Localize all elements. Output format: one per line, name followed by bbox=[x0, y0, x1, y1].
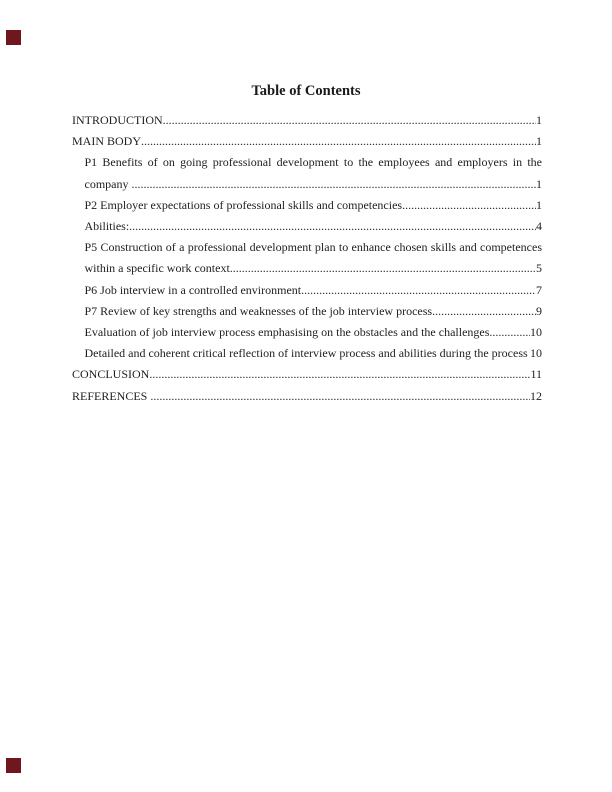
toc-entry-text: CONCLUSION bbox=[72, 367, 150, 382]
toc-entry bbox=[72, 258, 542, 279]
toc-entry-page-number: 1 bbox=[536, 176, 542, 191]
toc-entry-text: company bbox=[84, 176, 132, 191]
toc-entry bbox=[72, 237, 542, 258]
toc-entry-text: MAIN BODY bbox=[72, 134, 141, 149]
dot-leader bbox=[432, 301, 536, 322]
toc-entry-text: P2 Employer expectations of professional skills and competencies bbox=[84, 197, 403, 212]
toc-entry bbox=[72, 280, 542, 301]
toc-entry bbox=[72, 216, 542, 237]
toc-entry-text: P5 Construction of a professional development plan to enhance chosen skills and competences bbox=[84, 240, 542, 255]
toc-entry bbox=[72, 174, 542, 195]
toc-entry bbox=[72, 131, 542, 152]
watermark-square-icon bbox=[6, 758, 21, 773]
toc-entry bbox=[72, 152, 542, 173]
toc-list bbox=[72, 110, 542, 407]
toc-entry-page-number: 1 bbox=[536, 113, 542, 127]
dot-leader bbox=[163, 110, 536, 131]
dot-leader bbox=[489, 322, 530, 343]
dot-leader bbox=[132, 174, 537, 195]
toc-entry bbox=[72, 364, 542, 385]
toc-entry-text: P1 Benefits of on going professional development to the employees and employers in the bbox=[84, 155, 542, 170]
toc-entry-page-number: 12 bbox=[530, 388, 542, 403]
watermark-square-icon bbox=[6, 30, 21, 45]
dot-leader bbox=[149, 364, 530, 385]
toc-entry-page-number: 10 bbox=[530, 346, 542, 361]
toc-entry bbox=[72, 322, 542, 343]
toc-entry-page-number: 1 bbox=[536, 134, 542, 149]
toc-entry bbox=[72, 343, 542, 364]
dot-leader bbox=[301, 280, 536, 301]
toc-entry-page-number: 9 bbox=[536, 303, 542, 318]
toc-entry-page-number: 4 bbox=[536, 219, 542, 233]
toc-entry-text: Detailed and coherent critical reflection of interview process and abilities during the process bbox=[84, 346, 528, 361]
toc-entry bbox=[72, 195, 542, 216]
toc-entry bbox=[72, 386, 542, 407]
toc-entry-page-number: 10 bbox=[530, 325, 542, 339]
toc-entry-text: Abilities: bbox=[84, 219, 130, 233]
toc-entry-page-number: 11 bbox=[530, 367, 542, 382]
toc-entry-text: P7 Review of key strengths and weaknesses of the job interview process bbox=[84, 303, 433, 318]
toc-entry-text: within a specific work context bbox=[84, 261, 230, 276]
dot-leader bbox=[141, 131, 536, 152]
page-title: Table of Contents bbox=[251, 83, 361, 99]
toc-entry-page-number: 7 bbox=[536, 282, 542, 297]
toc-entry-text: P6 Job interview in a controlled environment bbox=[84, 282, 302, 297]
toc-entry-text: Evaluation of job interview process emphasising on the obstacles and the challenges bbox=[84, 325, 490, 339]
dot-leader bbox=[150, 386, 530, 407]
toc-entry bbox=[72, 301, 542, 322]
dot-leader bbox=[230, 258, 536, 279]
toc-entry bbox=[72, 110, 542, 131]
toc-entry-text: REFERENCES bbox=[72, 388, 151, 403]
toc-entry-page-number: 5 bbox=[536, 261, 542, 276]
dot-leader bbox=[402, 195, 536, 216]
dot-leader bbox=[129, 216, 536, 237]
toc-entry-page-number: 1 bbox=[536, 197, 542, 212]
toc-entry-text: INTRODUCTION bbox=[72, 113, 163, 127]
